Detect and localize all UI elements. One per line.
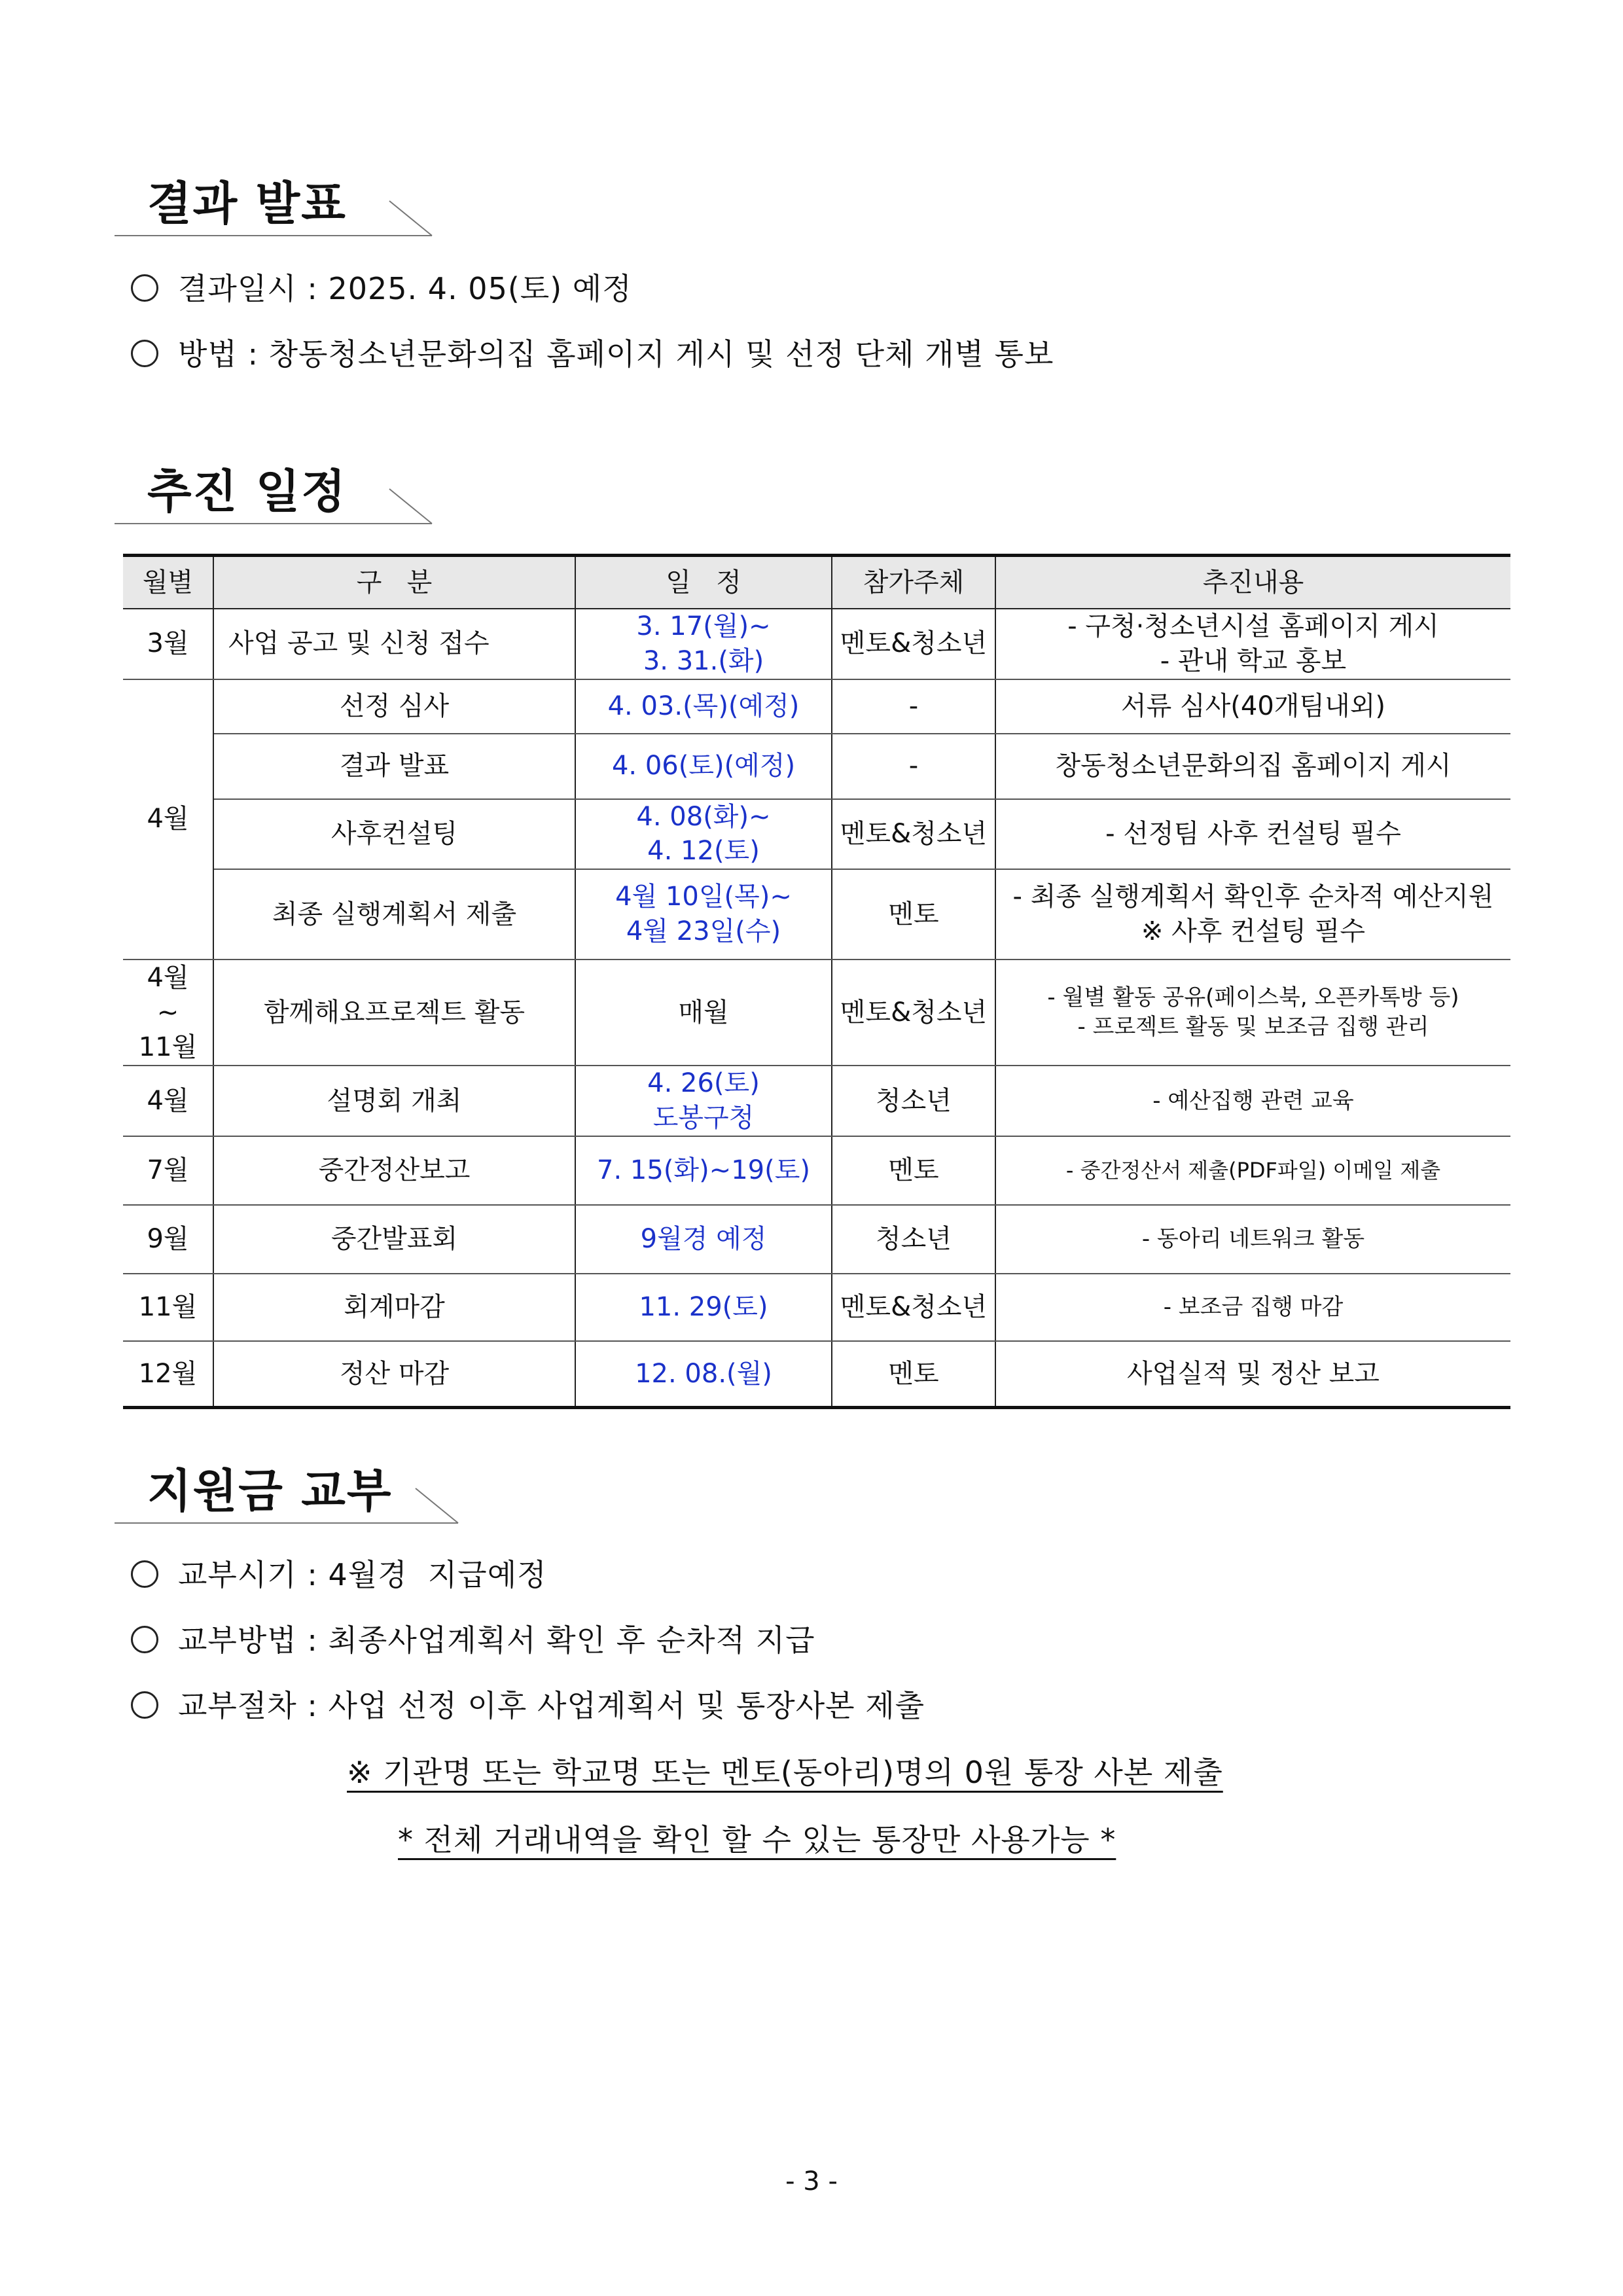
- header-participant: 참가주체: [832, 556, 995, 609]
- heading-underline-decoration: [115, 1454, 507, 1526]
- grant-item-procedure: 교부절차 : 사업 선정 이후 사업계획서 및 통장사본 제출: [131, 1682, 925, 1725]
- heading-underline-decoration: [115, 455, 507, 527]
- heading-underline-decoration: [115, 167, 507, 239]
- table-row: 4월 선정 심사 4. 03.(목)(예정) - 서류 심사(40개팀내외): [123, 679, 1510, 734]
- circle-bullet-icon: [131, 340, 158, 367]
- table-row: 3월 사업 공고 및 신청 접수 3. 17(월)~ 3. 31.(화) 멘토&청소년 - 구청·청소년시설 홈페이지 게시 - 관내 학교 홍보: [123, 609, 1510, 679]
- bankbook-note: ※ 기관명 또는 학교명 또는 멘토(동아리)명의 0원 통장 사본 제출: [347, 1755, 1223, 1790]
- section-title: 추진 일정: [147, 465, 347, 518]
- grant-item-method: 교부방법 : 최종사업계획서 확인 후 순차적 지급: [131, 1617, 815, 1660]
- header-category: 구 분: [213, 556, 575, 609]
- table-row: 9월 중간발표회 9월경 예정 청소년 - 동아리 네트워크 활동: [123, 1205, 1510, 1274]
- header-date: 일 정: [575, 556, 832, 609]
- table-row: 4월 설명회 개최 4. 26(토) 도봉구청 청소년 - 예산집행 관련 교육: [123, 1066, 1510, 1136]
- section-schedule-heading: [115, 455, 507, 527]
- circle-bullet-icon: [131, 1560, 158, 1588]
- header-content: 추진내용: [995, 556, 1510, 609]
- table-row: 11월 회계마감 11. 29(토) 멘토&청소년 - 보조금 집행 마감: [123, 1274, 1510, 1341]
- table-row: 7월 중간정산보고 7. 15(화)~19(토) 멘토 - 중간정산서 제출(PDF파일) 이메일 제출: [123, 1136, 1510, 1205]
- schedule-table: [123, 554, 1510, 1409]
- table-row: 4월 ~ 11월 함께해요프로젝트 활동 매월 멘토&청소년 - 월별 활동 공유(페이스북, 오픈카톡방 등) - 프로젝트 활동 및 보조금 집행 관리: [123, 960, 1510, 1066]
- header-month: 월별: [123, 556, 213, 609]
- table-row: 사후컨설팅 4. 08(화)~ 4. 12(토) 멘토&청소년 - 선정팀 사후 컨설팅 필수: [123, 799, 1510, 870]
- grant-item-timing: 교부시기 : 4월경 지급예정: [131, 1551, 547, 1594]
- circle-bullet-icon: [131, 1626, 158, 1653]
- table-row: 최종 실행계획서 제출 4월 10일(목)~ 4월 23일(수) 멘토 - 최종 실행계획서 확인후 순차적 예산지원 ※ 사후 컨설팅 필수: [123, 869, 1510, 960]
- section-title: 지원금 교부: [147, 1464, 393, 1518]
- page-number: - 3 -: [785, 2166, 838, 2197]
- table-row: 12월 정산 마감 12. 08.(월) 멘토 사업실적 및 정산 보고: [123, 1341, 1510, 1408]
- circle-bullet-icon: [131, 1691, 158, 1719]
- result-item-method: 방법 : 창동청소년문화의집 홈페이지 게시 및 선정 단체 개별 통보: [131, 331, 1054, 374]
- table-header-row: [123, 556, 1510, 609]
- section-result-heading: [115, 167, 507, 239]
- table-row: 결과 발표 4. 06(토)(예정) - 창동청소년문화의집 홈페이지 게시: [123, 734, 1510, 799]
- section-title: 결과 발표: [147, 177, 347, 230]
- bankbook-usage-note: * 전체 거래내역을 확인 할 수 있는 통장만 사용가능 *: [398, 1822, 1116, 1857]
- result-item-date: 결과일시 : 2025. 4. 05(토) 예정: [131, 265, 632, 308]
- circle-bullet-icon: [131, 274, 158, 302]
- section-grant-heading: [115, 1454, 507, 1526]
